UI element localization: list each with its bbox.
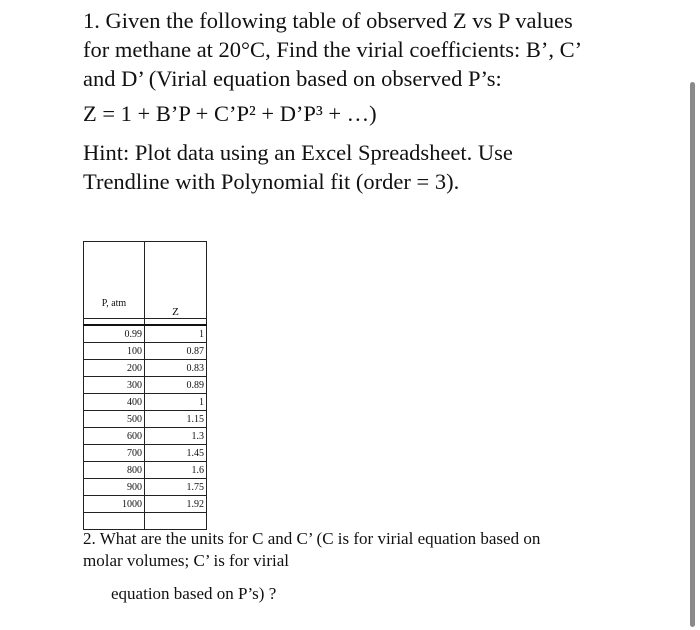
table-row (84, 343, 207, 360)
pressure-cell: 900 (84, 479, 145, 496)
table-row (84, 411, 207, 428)
table-row (84, 325, 207, 343)
header-pressure: P, atm (84, 242, 145, 319)
table-row (84, 360, 207, 377)
pressure-cell: 600 (84, 428, 145, 445)
z-cell: 1.15 (145, 411, 207, 428)
table-header-row (84, 242, 207, 319)
z-cell: 1.92 (145, 496, 207, 513)
z-cell: 0.89 (145, 377, 207, 394)
z-cell: 0.83 (145, 360, 207, 377)
table-row (84, 445, 207, 462)
virial-equation: Z = 1 + B’P + C’P² + D’P³ + …) (83, 101, 377, 126)
header-z: Z (145, 242, 207, 319)
table-row (84, 496, 207, 513)
hint-line-2: Trendline with Polynomial fit (order = 3). (83, 169, 460, 194)
empty-cell (145, 513, 207, 530)
table-row (84, 428, 207, 445)
pressure-cell: 200 (84, 360, 145, 377)
z-cell: 1.6 (145, 462, 207, 479)
pressure-cell: 500 (84, 411, 145, 428)
z-vs-p-table (83, 241, 207, 530)
question-1 (83, 6, 643, 196)
question-2-line-3: equation based on P’s) ? (111, 584, 277, 603)
z-cell: 1 (145, 394, 207, 411)
question-2-line-1: 2. What are the units for C and C’ (C is for virial equation based on (83, 529, 541, 548)
question-1-line-2: for methane at 20°C, Find the virial coefficients: B’, C’ (83, 37, 583, 62)
pressure-cell: 300 (84, 377, 145, 394)
pressure-cell: 100 (84, 343, 145, 360)
question-2-line-2: molar volumes; C’ is for virial (83, 551, 290, 570)
table-empty-row (84, 513, 207, 530)
table-row (84, 377, 207, 394)
z-cell: 1.45 (145, 445, 207, 462)
pressure-cell: 700 (84, 445, 145, 462)
z-cell: 1.3 (145, 428, 207, 445)
z-cell: 1.75 (145, 479, 207, 496)
z-cell: 1 (145, 325, 207, 343)
question-2 (83, 528, 643, 605)
table-row (84, 462, 207, 479)
hint-line-1: Hint: Plot data using an Excel Spreadsheet. Use (83, 140, 513, 165)
table-row (84, 479, 207, 496)
pressure-cell: 400 (84, 394, 145, 411)
empty-cell (84, 513, 145, 530)
scrollbar[interactable] (690, 82, 695, 627)
question-1-line-1: 1. Given the following table of observed Z vs P values (83, 8, 573, 33)
pressure-cell: 800 (84, 462, 145, 479)
question-1-line-3: and D’ (Virial equation based on observed P’s: (83, 66, 502, 91)
table-row (84, 394, 207, 411)
z-cell: 0.87 (145, 343, 207, 360)
pressure-cell: 0.99 (84, 325, 145, 343)
pressure-cell: 1000 (84, 496, 145, 513)
